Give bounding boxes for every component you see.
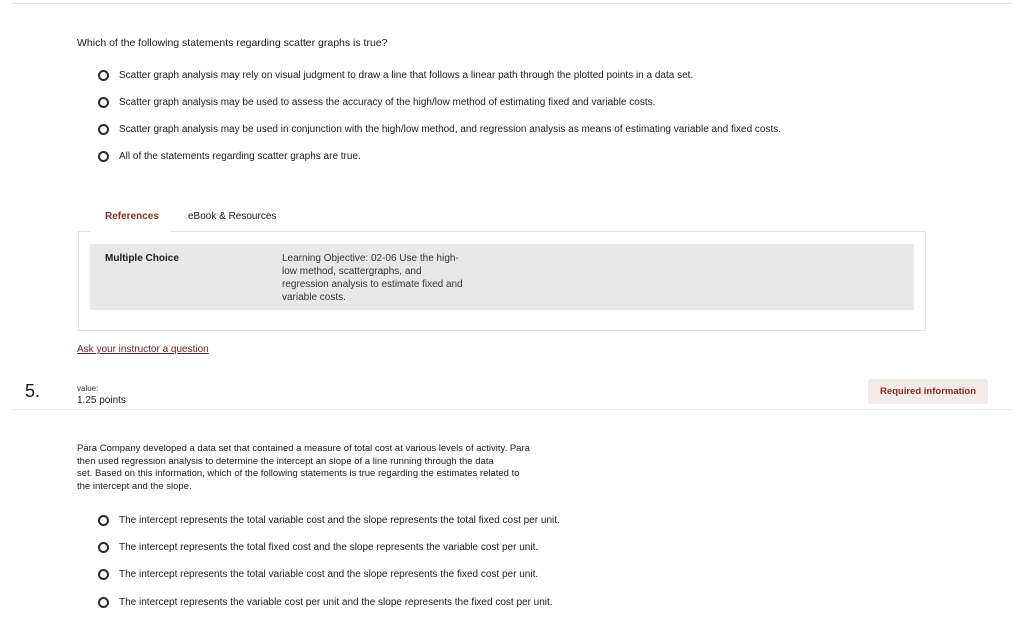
answer-option-label: The intercept represents the total fixed cost and the slope represents the variable cost per unit. (119, 541, 539, 553)
required-information-button[interactable]: Required information (868, 379, 988, 404)
answer-option-label: Scatter graph analysis may rely on visual judgment to draw a line that follows a linear path through the plotted points in a data set. (119, 69, 694, 81)
radio-button[interactable] (98, 569, 109, 580)
tab-references[interactable]: References (105, 211, 159, 222)
question-stem (77, 443, 572, 493)
radio-button[interactable] (98, 124, 109, 135)
answer-option[interactable] (98, 121, 781, 137)
value-label: value: (77, 384, 99, 393)
radio-button[interactable] (98, 97, 109, 108)
answer-option[interactable] (98, 67, 693, 83)
learning-objective-line: Learning Objective: 02-06 Use the high- (282, 253, 459, 264)
tab-ebook-resources[interactable]: eBook & Resources (188, 211, 277, 222)
answer-option-label: The intercept represents the total variable cost and the slope represents the total fixed cost per unit. (119, 514, 560, 526)
question-prompt: Which of the following statements regarding scatter graphs is true? (77, 37, 388, 49)
radio-button[interactable] (98, 597, 109, 608)
answer-option[interactable] (98, 512, 560, 528)
answer-option-label: Scatter graph analysis may be used to assess the accuracy of the high/low method of estimating fixed and variable costs. (119, 96, 656, 108)
answer-option[interactable] (98, 94, 655, 110)
answer-option[interactable] (98, 594, 553, 610)
answer-option-label: Scatter graph analysis may be used in conjunction with the high/low method, and regression analysis as means of estimating variable and fixed costs. (119, 123, 782, 135)
question-number: 5. (25, 381, 41, 401)
learning-objective-line: low method, scattergraphs, and (282, 266, 422, 277)
learning-objective-line: variable costs. (282, 292, 346, 303)
question-stem-line: Para Company developed a data set that contained a measure of total cost at various levels of activity. Para (77, 443, 530, 454)
answer-option-label: The intercept represents the total variable cost and the slope represents the fixed cost per unit. (119, 568, 539, 580)
learning-objective (282, 252, 502, 304)
active-tab-indicator (91, 230, 171, 232)
radio-button[interactable] (98, 151, 109, 162)
question-stem-line: set. Based on this information, which of the following statements is true regarding the estimates related to (77, 468, 520, 479)
points-value: 1.25 points (77, 395, 126, 406)
question-type: Multiple Choice (105, 253, 179, 264)
question-stem-line: then used regression analysis to determine the intercept an slope of a line running through the data (77, 455, 494, 467)
answer-option[interactable] (98, 566, 538, 582)
learning-objective-line: regression analysis to estimate fixed and (282, 279, 463, 290)
answer-option[interactable] (98, 539, 538, 555)
answer-option-label: All of the statements regarding scatter graphs are true. (119, 150, 361, 162)
radio-button[interactable] (98, 70, 109, 81)
question-stem-line: the intercept and the slope. (77, 480, 192, 492)
answer-option[interactable] (98, 148, 361, 164)
question-divider (12, 409, 1012, 410)
answer-option-label: The intercept represents the variable cost per unit and the slope represents the fixed cost per unit. (119, 596, 553, 608)
top-divider (12, 3, 1012, 4)
ask-instructor-link[interactable]: Ask your instructor a question (77, 344, 209, 355)
radio-button[interactable] (98, 542, 109, 553)
radio-button[interactable] (98, 515, 109, 526)
reference-details (90, 244, 914, 310)
